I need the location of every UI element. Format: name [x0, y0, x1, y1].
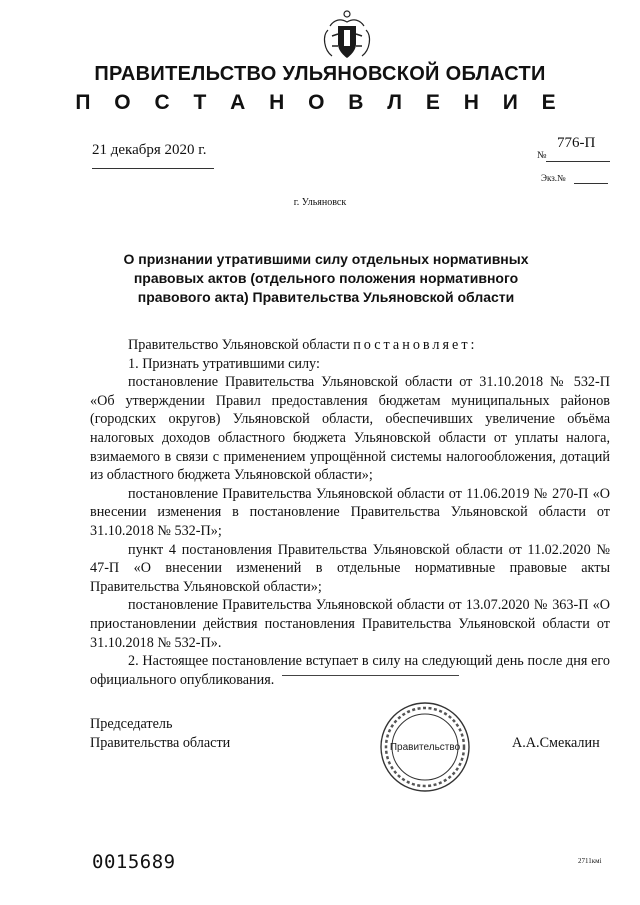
- intro-decree-word: постановляет:: [353, 337, 478, 353]
- intro-paragraph: [90, 336, 610, 355]
- paragraph-2: постановление Правительства Ульяновской области от 31.10.2018 № 532-П «Об утверждении Правил предоставления бюджетам муниципальных районов (городских округов) Ульяновской области, обеспечивших увеличение объёма налоговых доходов областного бюджета Ульяновской области от уплаты налога, взимаемого в связи с применением упрощённой системы налогообложения, дотаций из областного бюджета Ульяновской области»;: [90, 374, 610, 484]
- footer-code: 2711кмі: [578, 857, 602, 865]
- paragraph-4: пункт 4 постановления Правительства Ульяновской области от 11.02.2020 № 47-П «О внесении изменений в отдельные нормативные правовые акты Правительства Ульяновской области»;: [90, 541, 610, 595]
- official-stamp-icon: [378, 700, 472, 794]
- signer-role-line2: Правительства области: [90, 735, 231, 751]
- coat-of-arms-icon: [318, 6, 376, 64]
- copy-underline: [574, 183, 608, 184]
- paragraph-5: постановление Правительства Ульяновской области от 13.07.2020 № 363-П «О приостановлении действия постановления Правительства Ульяновской области от 31.10.2018 № 532-П».: [90, 597, 610, 651]
- intro-text: Правительство Ульяновской области: [128, 337, 354, 353]
- copy-label: Экз.№: [541, 173, 566, 183]
- city: г. Ульяновск: [293, 197, 347, 208]
- government-title: ПРАВИТЕЛЬСТВО УЛЬЯНОВСКОЙ ОБЛАСТИ: [94, 63, 546, 85]
- date-underline: [92, 168, 214, 169]
- document-heading: О признании утратившими силу отдельных нормативных правовых актов (отдельного положения нормативного правового акта) Правительства Ульяновской области: [123, 251, 529, 305]
- signer-role-line1: Председатель: [90, 716, 173, 732]
- stamp-text: Правительство: [389, 742, 461, 753]
- number-prefix: №: [537, 150, 547, 161]
- closing-rule: [282, 675, 459, 676]
- document-body: [90, 336, 610, 689]
- document-date: 21 декабря 2020 г.: [92, 142, 207, 158]
- number-underline: [546, 161, 610, 162]
- paragraph-3: постановление Правительства Ульяновской области от 11.06.2019 № 270-П «О внесении изменения в постановление Правительства Ульяновской области от 31.10.2018 № 532-П»;: [90, 485, 610, 539]
- paragraph-1: 1. Признать утратившими силу:: [128, 355, 320, 372]
- signer-name: А.А.Смекалин: [512, 735, 600, 751]
- paragraph-6: 2. Настоящее постановление вступает в силу на следующий день после дня его официального опубликования.: [90, 653, 610, 688]
- serial-number: 0015689: [92, 851, 176, 873]
- document-number: 776-П: [557, 135, 596, 151]
- document-type: П О С Т А Н О В Л Е Н И Е: [75, 91, 565, 114]
